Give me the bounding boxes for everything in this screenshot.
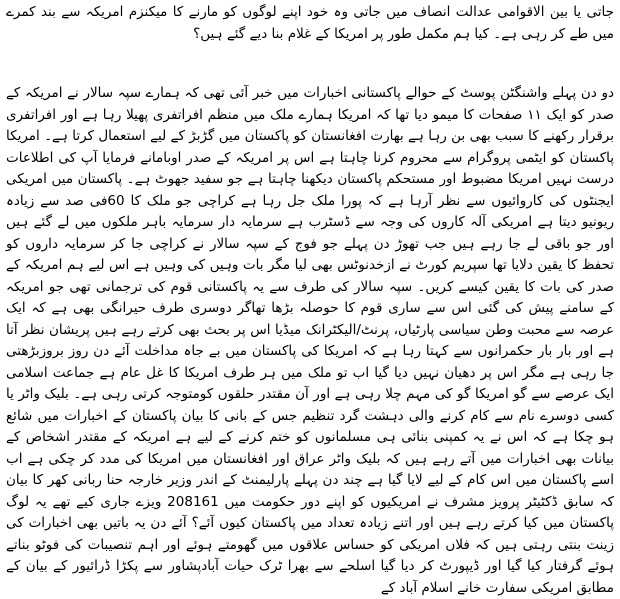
paragraph-spacer	[6, 45, 614, 83]
article-paragraph-1: جاتی یا بین الاقوامی عدالت انصاف میں جاتی وہ خود اپنے لوگوں کو مارنے کا میکنزم امریکہ سے بند کمرے میں طے کر رہی ہے۔ کیا ہم مکمل طور پر امریکا کے غلام بنا دیے گئے ہیں؟	[6, 4, 614, 42]
article-paragraph-2: دو دن پہلے واشنگٹن پوسٹ کے حوالے پاکستانی اخبارات میں خبر آئی تھی کہ ہمارے سپہ سالار نے امریکہ کے صدر کو ایک ۱۱ صفحات کا میمو دیا تھا کہ امریکا ہمارے ملک میں منظم افراتفری پھیلا رہا ہے اور افراتفری برقرار رکھنے کا سبب بھی بن رہا ہے بھارت افغانستان کو پاکستان میں گڑبڑ کے لیے استعمال کرتا ہے۔ امریکا پاکستان کو ایٹمی پروگرام سے محروم کرنا چاہتا ہے اس پر امریکہ کے صدر اوبامانے فرمایا آپ کی اطلاعات درست نہیں امریکا مضبوط اور مستحکم پاکستان دیکھنا چاہتا ہے جو سفید جھوٹ ہے۔ پاکستان میں امریکی ایجنٹوں کی کاروائیوں سے نظر آرہا ہے کہ پورا ملک جل رہا ہے کراچی جو ملک کا 60فی صد سے زیادہ ریونیو دیتا ہے امریکی آلہ کاروں کی وجہ سے ڈسٹرب ہے سرمایہ دار سرمایہ باہر ملکوں میں لے گئے ہیں اور جو باقی لے جا رہے ہیں جب تھوڑ دن پہلے جو فوج کے سپہ سالار نے کراچی جا کر سرمایہ داروں کو تحفظ کا یقین دلایا تھا سپریم کورٹ نے ازخدنوٹس بھی لیا مگر بات وہیں کی وہیں ہے اس لیے ہم امریکہ کے صدر کی بات کا یقین کیسے کریں۔ سپہ سالار کی طرف سے یہ پاکستانی قوم کی ترجمانی تھی جو امریکہ کے سامنے پیش کی گئی اس سے ساری قوم کا حوصلہ بڑھا تھاگر دوسری طرف حیرانگی بھی ہے کہ ایک عرصہ سے محبت وطن سیاسی پارٹیاں، پرنٹ/الیکٹرانک میڈیا اس پر بحث بھی کرتے رہے ہیں پریشان نظر آتا ہے اور بار بار حکمرانوں سے کہتا رہا ہے کہ امریکا کی پاکستان میں بے جاہ مداخلت آئے دن روز بروزبڑھتی جا رہی ہے مگر اس پر دھیان نہیں دیا گیا اب تو ملک میں ہر طرف امریکا کا غل عام ہے جماعت اسلامی ایک عرصے سے گو امریکا گو کی مہم چلا رہی ہے اور آن مقتدر حلقوں کومتوجہ کرتی رہی ہے۔ بلیک واٹر یا کسی دوسرے نام سے کام کرنے والی دہشت گرد تنظیم جس کے بانی کا بیان پاکستان کے اخبارات میں شائع ہو چکا ہے کہ اس نے یہ کمپنی بنائی ہی مسلمانوں کو ختم کرنے کے لیے ہے امریکہ کے مقتدر اشخاص کے بیانات بھی اخبارات میں آتے رہے ہیں کہ بلیک واٹر عراق اور افغانستان میں امریکا کی مدد کر چکی ہے اب اسے پاکستان میں اس کام کے لیے لایا گیا ہے چند دن پہلے پارلیمنٹ کے اندر وزیر خارجہ حنا ربانی کھر کا بیان کہ سابق ڈکٹیٹر پرویز مشرف نے امریکیوں کو اپنے دور حکومت میں 208161 ویزے جاری کیے تھے یہ لوگ پاکستان میں کیا کرتے رہے ہیں اور اتنے زیادہ تعداد میں پاکستان کیوں آئے؟ آئے دن یہ باتیں بھی اخبارات کی زینت بنتی رہتی ہیں کہ فلاں امریکی کو حساس علاقوں میں گھومتے ہوئے اور اہم تنصیبات کی فوٹو بناتے ہوئے گرفتار کیا گیا اور ڈیپورٹ کر دیا گیا اسلحے سے بھرا ٹرک حیات آبادپشاور سے پکڑا ڈرائیور کے بیان کے مطابق امریکی سفارت خانے اسلام آباد کے	[6, 85, 615, 596]
